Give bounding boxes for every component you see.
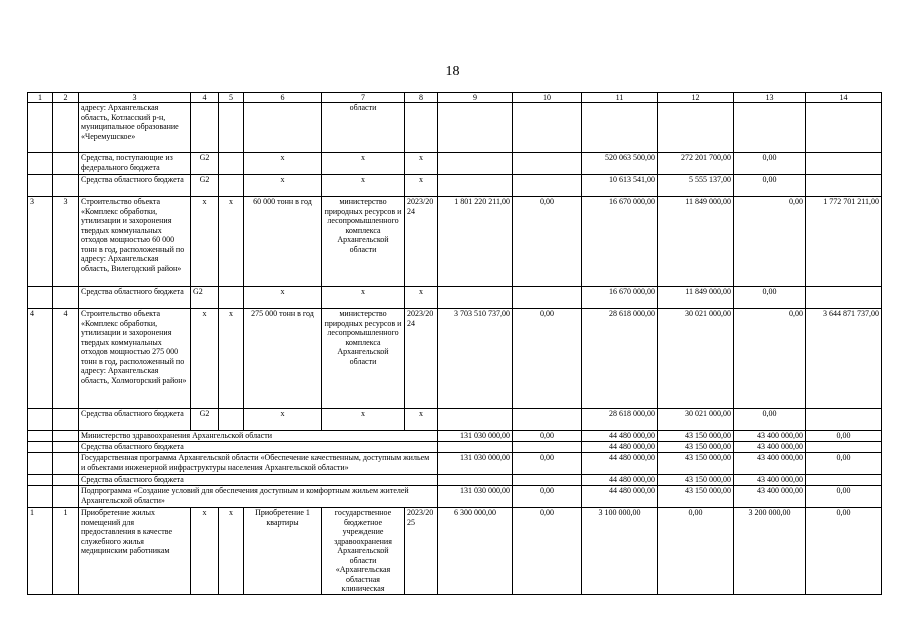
table-cell <box>806 287 882 309</box>
table-row <box>28 103 882 153</box>
table-cell <box>806 475 882 486</box>
table-cell: 1 801 220 211,00 <box>438 197 513 287</box>
table-cell: 43 400 000,00 <box>734 486 806 508</box>
table-cell: 11 849 000,00 <box>658 197 734 287</box>
table-cell <box>806 175 882 197</box>
table-cell <box>219 175 244 197</box>
table-cell: x <box>405 409 438 431</box>
table-cell: Строительство объекта «Комплекс обработки, утилизации и захоронения твердых коммунальных отходов мощностью 60 000 тонн в год, расположенный по адресу: Архангельская область, Вилегодский район» <box>79 197 191 287</box>
table-cell: Средства областного бюджета <box>79 287 191 309</box>
table-cell <box>28 175 53 197</box>
table-cell: 43 400 000,00 <box>734 453 806 475</box>
table-cell <box>806 153 882 175</box>
table-cell <box>53 431 79 442</box>
table-cell: 131 030 000,00 <box>438 486 513 508</box>
table-cell: Приобретение 1 квартиры <box>244 508 322 595</box>
table-cell: 0,00 <box>734 287 806 309</box>
column-header: 10 <box>513 93 582 103</box>
table-cell: 0,00 <box>806 508 882 595</box>
table-cell: 2023/2024 <box>405 309 438 409</box>
table-cell: Средства, поступающие из федерального бюджета <box>79 153 191 175</box>
table-cell <box>191 103 219 153</box>
table-cell: x <box>322 287 405 309</box>
table-cell <box>658 103 734 153</box>
column-header: 5 <box>219 93 244 103</box>
table-cell <box>438 475 513 486</box>
table-cell: x <box>191 309 219 409</box>
table-cell: 131 030 000,00 <box>438 453 513 475</box>
table-cell: 60 000 тонн в год <box>244 197 322 287</box>
table-cell: 16 670 000,00 <box>582 197 658 287</box>
table-row <box>28 153 882 175</box>
table-cell <box>513 175 582 197</box>
table-row <box>28 431 882 442</box>
table-cell: 28 618 000,00 <box>582 309 658 409</box>
table-cell: G2 <box>191 287 219 309</box>
table-cell: 44 480 000,00 <box>582 431 658 442</box>
table-cell: x <box>405 175 438 197</box>
table-cell: Средства областного бюджета <box>79 475 438 486</box>
table-cell: 2023/2025 <box>405 508 438 595</box>
table-row <box>28 453 882 475</box>
table-cell: 0,00 <box>513 197 582 287</box>
table-cell: 0,00 <box>734 175 806 197</box>
column-header: 3 <box>79 93 191 103</box>
table-cell: 43 400 000,00 <box>734 431 806 442</box>
table-row <box>28 475 882 486</box>
table-cell: 1 772 701 211,00 <box>806 197 882 287</box>
table-cell <box>219 153 244 175</box>
table-cell: 3 644 871 737,00 <box>806 309 882 409</box>
table-row <box>28 442 882 453</box>
table-cell: x <box>219 508 244 595</box>
table-cell: 43 150 000,00 <box>658 431 734 442</box>
table-row <box>28 508 882 595</box>
table-cell <box>513 442 582 453</box>
table-cell: государственное бюджетное учреждение здравоохранения Архангельской области «Архангельская областная клиническая <box>322 508 405 595</box>
header-row <box>28 93 882 103</box>
table-cell <box>438 103 513 153</box>
table-cell <box>219 287 244 309</box>
table-cell: G2 <box>191 175 219 197</box>
table-cell: 275 000 тонн в год <box>244 309 322 409</box>
table-cell: x <box>405 153 438 175</box>
table-cell: 43 150 000,00 <box>658 453 734 475</box>
table-cell <box>53 103 79 153</box>
table-cell <box>438 287 513 309</box>
table-cell: 0,00 <box>734 197 806 287</box>
table-cell <box>806 442 882 453</box>
table-cell: 10 613 541,00 <box>582 175 658 197</box>
table-cell: 0,00 <box>513 431 582 442</box>
table-cell <box>28 442 53 453</box>
table-cell: 0,00 <box>806 486 882 508</box>
table-cell <box>53 475 79 486</box>
table-cell: Подпрограмма «Создание условий для обеспечения доступным и комфортным жильем жителей Архангельской области» <box>79 486 438 508</box>
table-cell: x <box>191 197 219 287</box>
table-row <box>28 175 882 197</box>
table-cell <box>53 442 79 453</box>
table-cell <box>28 409 53 431</box>
table-cell: 4 <box>53 309 79 409</box>
table-cell <box>582 103 658 153</box>
table-cell <box>28 453 53 475</box>
table-cell: 43 150 000,00 <box>658 486 734 508</box>
table-cell: министерство природных ресурсов и лесопромышленного комплекса Архангельской области <box>322 309 405 409</box>
table-cell: 43 150 000,00 <box>658 442 734 453</box>
column-header: 1 <box>28 93 53 103</box>
table-cell: 43 400 000,00 <box>734 475 806 486</box>
table-cell <box>53 453 79 475</box>
table-cell: 43 150 000,00 <box>658 475 734 486</box>
table-cell: 3 <box>28 197 53 287</box>
table-cell <box>219 409 244 431</box>
table-cell <box>53 175 79 197</box>
column-header: 2 <box>53 93 79 103</box>
table-cell: 4 <box>28 309 53 409</box>
column-header: 11 <box>582 93 658 103</box>
table-cell: 0,00 <box>734 153 806 175</box>
table-cell: 0,00 <box>806 431 882 442</box>
table-cell: 44 480 000,00 <box>582 442 658 453</box>
column-header: 4 <box>191 93 219 103</box>
table-cell: 0,00 <box>734 309 806 409</box>
table-cell <box>513 103 582 153</box>
column-header: 8 <box>405 93 438 103</box>
table-cell: x <box>244 153 322 175</box>
table-cell: 131 030 000,00 <box>438 431 513 442</box>
table-cell <box>513 287 582 309</box>
table-row <box>28 287 882 309</box>
table-cell <box>28 153 53 175</box>
table-cell <box>438 175 513 197</box>
table-cell <box>513 409 582 431</box>
table-cell: x <box>244 287 322 309</box>
table-cell <box>806 103 882 153</box>
table-cell: 3 703 510 737,00 <box>438 309 513 409</box>
table-cell: 3 200 000,00 <box>734 508 806 595</box>
table-cell: 0,00 <box>806 453 882 475</box>
table-cell: 1 <box>28 508 53 595</box>
table-cell <box>219 103 244 153</box>
column-header: 6 <box>244 93 322 103</box>
table-cell: министерство природных ресурсов и лесопромышленного комплекса Архангельской области <box>322 197 405 287</box>
table-cell: 43 400 000,00 <box>734 442 806 453</box>
table-cell: 2023/2024 <box>405 197 438 287</box>
column-header: 12 <box>658 93 734 103</box>
table-cell: 520 063 500,00 <box>582 153 658 175</box>
table-cell <box>438 409 513 431</box>
table-cell: G2 <box>191 409 219 431</box>
table-cell: 0,00 <box>513 508 582 595</box>
table-row <box>28 486 882 508</box>
table-cell: x <box>244 409 322 431</box>
page-number: 18 <box>445 64 460 79</box>
table-cell <box>513 153 582 175</box>
table-cell: Средства областного бюджета <box>79 175 191 197</box>
table-row <box>28 309 882 409</box>
table-cell: Строительство объекта «Комплекс обработки, утилизации и захоронения твердых коммунальных отходов мощностью 275 000 тонн в год, расположенный по адресу: Архангельская область, Холмогорский район» <box>79 309 191 409</box>
table-cell: 11 849 000,00 <box>658 287 734 309</box>
table-cell: 3 <box>53 197 79 287</box>
table-cell <box>244 103 322 153</box>
table-cell: x <box>191 508 219 595</box>
table-cell: 5 555 137,00 <box>658 175 734 197</box>
table-cell <box>438 442 513 453</box>
table-cell <box>53 409 79 431</box>
table-cell: Министерство здравоохранения Архангельской области <box>79 431 438 442</box>
table-cell <box>806 409 882 431</box>
table-cell: Государственная программа Архангельской области «Обеспечение качественным, доступным жильем и объектами инженерной инфраструктуры населения Архангельской области» <box>79 453 438 475</box>
table-cell <box>438 153 513 175</box>
table-cell <box>53 486 79 508</box>
table-cell <box>28 287 53 309</box>
table-cell: Средства областного бюджета <box>79 409 191 431</box>
table-cell: 6 300 000,00 <box>438 508 513 595</box>
table-cell: Средства областного бюджета <box>79 442 438 453</box>
table-row <box>28 197 882 287</box>
table-cell: Приобретение жилых помещений для предоставления в качестве служебного жилья медицинским работникам <box>79 508 191 595</box>
table-cell <box>53 153 79 175</box>
table-cell: 0,00 <box>513 453 582 475</box>
table-cell: x <box>405 287 438 309</box>
table-cell: 28 618 000,00 <box>582 409 658 431</box>
budget-table <box>27 92 882 595</box>
table-cell <box>734 103 806 153</box>
table-cell <box>405 103 438 153</box>
table-cell: 1 <box>53 508 79 595</box>
column-header: 14 <box>806 93 882 103</box>
table-cell: 0,00 <box>734 409 806 431</box>
table-cell: 0,00 <box>513 486 582 508</box>
table-cell: 16 670 000,00 <box>582 287 658 309</box>
table-cell: x <box>219 197 244 287</box>
table-cell: x <box>322 409 405 431</box>
table-cell: адресу: Архангельская область, Котласский р-н, муниципальное образование «Черемушское» <box>79 103 191 153</box>
column-header: 9 <box>438 93 513 103</box>
column-header: 7 <box>322 93 405 103</box>
table-cell: 44 480 000,00 <box>582 453 658 475</box>
table-cell: x <box>322 175 405 197</box>
table-cell: области <box>322 103 405 153</box>
table-cell: 44 480 000,00 <box>582 486 658 508</box>
table-cell: 272 201 700,00 <box>658 153 734 175</box>
table-cell <box>53 287 79 309</box>
table-cell: 44 480 000,00 <box>582 475 658 486</box>
table-cell: 30 021 000,00 <box>658 409 734 431</box>
table-cell: 30 021 000,00 <box>658 309 734 409</box>
table-row <box>28 409 882 431</box>
table-cell <box>28 103 53 153</box>
table-cell: x <box>244 175 322 197</box>
table-cell: x <box>219 309 244 409</box>
table-cell <box>28 431 53 442</box>
table-cell: 0,00 <box>513 309 582 409</box>
table-cell: 3 100 000,00 <box>582 508 658 595</box>
table-cell: 0,00 <box>658 508 734 595</box>
table-cell <box>28 475 53 486</box>
table-cell: G2 <box>191 153 219 175</box>
table-cell <box>28 486 53 508</box>
table-cell: x <box>322 153 405 175</box>
column-header: 13 <box>734 93 806 103</box>
table-cell <box>513 475 582 486</box>
